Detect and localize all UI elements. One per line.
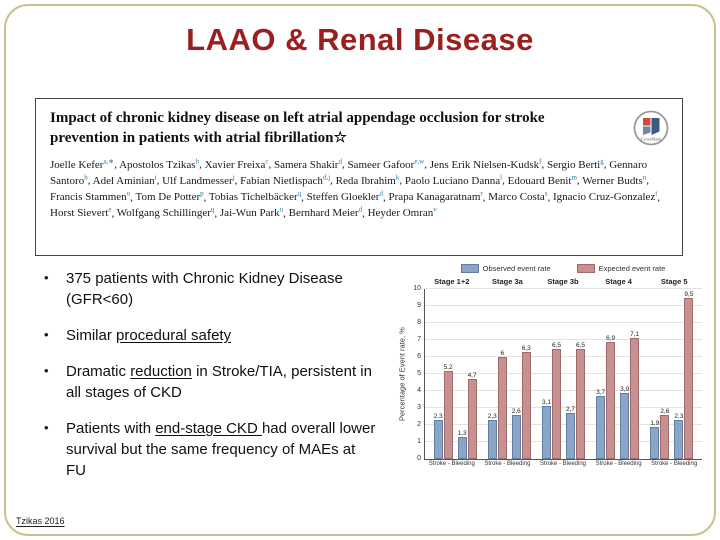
stage-label: Stage 4 bbox=[605, 277, 632, 286]
bar-observed-bleeding bbox=[511, 407, 521, 459]
y-tick-label: 10 bbox=[413, 285, 421, 292]
bullet-marker: • bbox=[44, 270, 49, 285]
bar-observed-stroke bbox=[541, 399, 551, 459]
paper-title: Impact of chronic kidney disease on left atrial appendage occlusion for stroke prevention in patients with atrial fibrillation☆ bbox=[50, 110, 545, 146]
bar-value-label: 2,6 bbox=[660, 407, 670, 415]
legend-item-expected bbox=[577, 264, 666, 273]
y-tick-label: 0 bbox=[417, 455, 421, 462]
author: Bernhard Meier$^d$ bbox=[288, 205, 363, 220]
bar-value-label: 5,2 bbox=[443, 363, 453, 371]
legend-item-observed bbox=[461, 264, 551, 273]
x-axis-label: Stroke - Bleeding bbox=[539, 461, 586, 467]
author: Edouard Benit$^m$ bbox=[507, 173, 577, 187]
bar-expected-bleeding bbox=[521, 344, 531, 459]
y-tick-label: 4 bbox=[417, 387, 421, 394]
bar-observed-bleeding bbox=[457, 429, 467, 459]
author: Jai-Wun Park$^u$ bbox=[219, 205, 284, 220]
bullet-item bbox=[44, 325, 376, 346]
author: Joelle Kefer$^{a,∗}$ bbox=[50, 157, 115, 171]
plot-region bbox=[396, 285, 702, 462]
author: Tobias Tichelbäcker$^q$ bbox=[208, 189, 302, 204]
author: Sergio Berti$^g$ bbox=[546, 157, 604, 171]
author: Jens Erik Nielsen-Kudsk$^f$ bbox=[429, 157, 542, 171]
citation: Tzikas 2016 bbox=[16, 516, 65, 526]
bar-observed-stroke bbox=[596, 389, 606, 459]
author: Paolo Luciano Danna$^l$ bbox=[404, 173, 503, 187]
y-tick-label: 3 bbox=[417, 404, 421, 411]
chart-legend bbox=[424, 264, 702, 273]
bar-expected-bleeding bbox=[630, 331, 640, 459]
author: Apostolos Tzikas$^b$ bbox=[119, 157, 200, 171]
bar-value-label: 2,7 bbox=[565, 406, 575, 414]
bar-expected-stroke bbox=[660, 407, 670, 459]
stage-labels bbox=[424, 277, 702, 286]
crossmark-label: CrossMark bbox=[640, 136, 662, 142]
bar-pair bbox=[541, 341, 561, 460]
author: Reda Ibrahim$^k$ bbox=[335, 173, 400, 187]
author: Horst Sievert$^e$ bbox=[50, 205, 112, 220]
author: Wolfgang Schillinger$^q$ bbox=[116, 205, 215, 220]
legend-label-observed: Observed event rate bbox=[482, 264, 551, 273]
bar-pair bbox=[433, 363, 453, 459]
paper-authors: Joelle Kefer$^{a,∗}$, Apostolos Tzikas$^b$, Xavier Freixa$^c$, Samera Shakir$^d$, Sameer Gafoor$^{e,w}$, Jens Erik Nielsen-Kudsk$^f$, Sergio Berti$^g$, Gennaro Santoro$^h$, Adel Aminian$^i$, Ulf Landmesser$^j$, Fabian Nietlispach$^{d,j}$, Reda Ibrahim$^k$, Paolo Luciano Danna$^l$, Edouard Benit$^m$, Werner Budts$^n$, Francis Stammen$^o$, Tom De Potter$^p$, Tobias Tichelbäcker$^q$, Steffen Gloekler$^d$, Prapa Kanagaratnam$^r$, Marco Costa$^s$, Ignacio Cruz-Gonzalez$^t$, Horst Sievert$^e$, Wolfgang Schillinger$^q$, Jai-Wun Park$^u$, Bernhard Meier$^d$, Heyder Omran$^v$ bbox=[50, 157, 661, 220]
bullet-text: 375 patients with Chronic Kidney Disease (GFR<60) bbox=[66, 270, 343, 308]
legend-label-expected: Expected event rate bbox=[598, 264, 666, 273]
bar-value-label: 9,5 bbox=[684, 290, 694, 298]
crossmark-logo-icon bbox=[632, 109, 670, 147]
y-axis-ticks bbox=[408, 285, 424, 462]
plot-area bbox=[424, 289, 702, 460]
bar-expected-stroke bbox=[443, 363, 453, 459]
y-tick-label: 5 bbox=[417, 370, 421, 377]
bullet-item bbox=[44, 361, 376, 403]
bar-value-label: 3,7 bbox=[596, 389, 606, 397]
bar-value-label: 3,9 bbox=[620, 385, 630, 393]
bar-group bbox=[650, 290, 694, 460]
author: Tom De Potter$^p$ bbox=[135, 189, 204, 204]
author: Gennaro Santoro$^h$ bbox=[50, 158, 648, 187]
x-axis-label: Stroke - Bleeding bbox=[484, 461, 531, 467]
y-axis-title: Percentage of Event rate, % bbox=[397, 327, 407, 421]
bar-value-label: 6,9 bbox=[606, 334, 616, 342]
bar-observed-bleeding bbox=[565, 406, 575, 459]
x-axis-label: Stroke - Bleeding bbox=[595, 461, 642, 467]
bullet-item bbox=[44, 268, 376, 310]
bar-value-label: 6,3 bbox=[521, 344, 531, 352]
page-title: LAAO & Renal Disease bbox=[186, 22, 534, 57]
author: Ignacio Cruz-Gonzalez$^t$ bbox=[553, 189, 658, 204]
bar-observed-bleeding bbox=[620, 385, 630, 459]
bullet-text: Similar procedural safety bbox=[66, 327, 232, 344]
bar-observed-bleeding bbox=[674, 412, 684, 459]
bullet-text: Patients with end-stage CKD had overall lower survival but the same frequency of MAEs at FU bbox=[66, 420, 376, 479]
bar-value-label: 6,5 bbox=[575, 341, 585, 349]
bar-pair bbox=[620, 331, 640, 459]
bar-value-label: 3,1 bbox=[541, 399, 551, 407]
x-axis-labels bbox=[424, 461, 702, 467]
bar-expected-stroke bbox=[498, 350, 507, 459]
author: Samera Shakir$^d$ bbox=[273, 157, 342, 171]
bar-expected-stroke bbox=[606, 334, 616, 459]
paper-snapshot bbox=[35, 98, 683, 256]
x-axis-label: Stroke - Bleeding bbox=[428, 461, 475, 467]
bar-group bbox=[487, 344, 531, 459]
bar-observed-stroke bbox=[650, 419, 660, 459]
bar-expected-bleeding bbox=[575, 341, 585, 460]
bullet-item bbox=[44, 418, 376, 481]
bar-value-label: 6 bbox=[500, 350, 505, 357]
bullet-marker: • bbox=[44, 420, 49, 435]
author: Ulf Landmesser$^j$ bbox=[162, 173, 235, 187]
legend-swatch-observed bbox=[461, 264, 479, 273]
bar-pair bbox=[596, 334, 616, 459]
bullet-marker: • bbox=[44, 363, 49, 378]
bar-value-label: 2,3 bbox=[487, 412, 497, 420]
author: Xavier Freixa$^c$ bbox=[204, 157, 269, 171]
bar-expected-bleeding bbox=[467, 372, 477, 459]
bullet-text: Dramatic reduction in Stroke/TIA, persistent in all stages of CKD bbox=[66, 363, 372, 401]
author: Francis Stammen$^o$ bbox=[50, 189, 131, 204]
gridline bbox=[425, 288, 702, 289]
y-tick-label: 9 bbox=[417, 302, 421, 309]
y-tick-label: 1 bbox=[417, 438, 421, 445]
bar-value-label: 1,9 bbox=[650, 419, 660, 427]
bar-pair bbox=[511, 344, 531, 459]
bar-pair bbox=[674, 290, 694, 460]
crossmark-badge-icon bbox=[632, 109, 670, 147]
stage-label: Stage 5 bbox=[660, 277, 688, 286]
bar-pair bbox=[650, 407, 670, 459]
author: Prapa Kanagaratnam$^r$ bbox=[388, 189, 483, 204]
bar-value-label: 7,1 bbox=[630, 331, 640, 339]
bar-value-label: 1,3 bbox=[457, 429, 467, 437]
bar-observed-stroke bbox=[433, 412, 443, 459]
bar-group bbox=[541, 341, 585, 460]
author: Heyder Omran$^v$ bbox=[367, 205, 437, 220]
author: Sameer Gafoor$^{e,w}$ bbox=[347, 157, 425, 171]
bar-value-label: 2,3 bbox=[433, 412, 443, 420]
bar-observed-stroke bbox=[487, 412, 497, 459]
bar-value-label: 4,7 bbox=[467, 372, 477, 380]
stage-label: Stage 1+2 bbox=[434, 277, 470, 286]
author: Steffen Gloekler$^d$ bbox=[306, 189, 383, 204]
legend-swatch-expected bbox=[577, 264, 595, 273]
y-tick-label: 2 bbox=[417, 421, 421, 428]
y-tick-label: 8 bbox=[417, 319, 421, 326]
bullet-list bbox=[44, 268, 376, 496]
bar-group bbox=[596, 331, 640, 459]
author: Marco Costa$^s$ bbox=[488, 189, 548, 204]
author: Fabian Nietlispach$^{d,j}$ bbox=[240, 173, 331, 187]
bar-pair bbox=[487, 350, 507, 459]
y-tick-label: 7 bbox=[417, 336, 421, 343]
bar-group bbox=[433, 363, 477, 459]
event-rate-chart bbox=[396, 264, 702, 467]
bar-expected-bleeding bbox=[684, 290, 694, 460]
author: Adel Aminian$^i$ bbox=[92, 173, 157, 187]
bar-value-label: 2,3 bbox=[674, 412, 684, 420]
author: Werner Budts$^n$ bbox=[582, 173, 647, 187]
bar-value-label: 6,5 bbox=[551, 341, 561, 349]
bar-pair bbox=[457, 372, 477, 459]
bar-expected-stroke bbox=[551, 341, 561, 460]
x-axis-label: Stroke - Bleeding bbox=[651, 461, 698, 467]
bullet-marker: • bbox=[44, 327, 49, 342]
stage-label: Stage 3a bbox=[491, 277, 523, 286]
bar-pair bbox=[565, 341, 585, 460]
y-tick-label: 6 bbox=[417, 353, 421, 360]
stage-label: Stage 3b bbox=[547, 277, 579, 286]
bar-value-label: 2,6 bbox=[511, 407, 521, 415]
